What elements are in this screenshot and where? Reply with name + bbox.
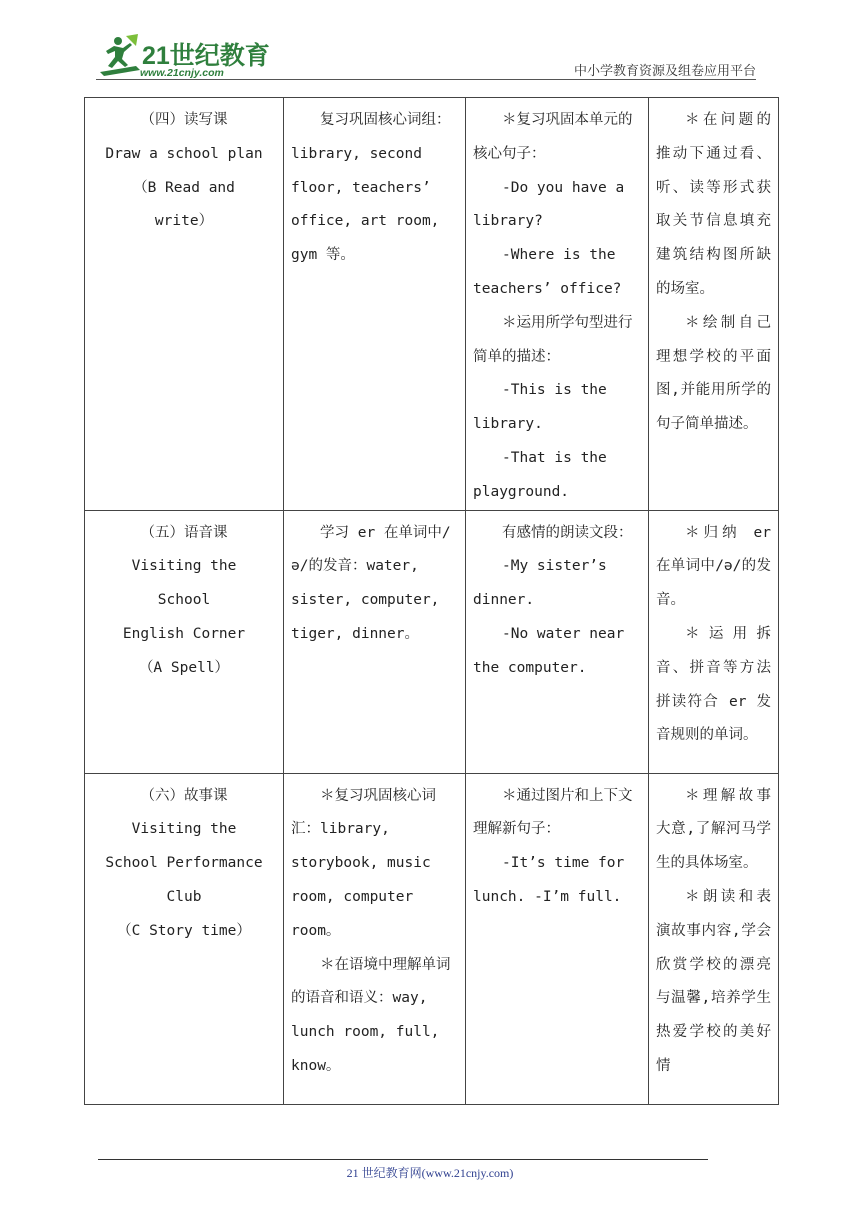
lesson-line: Draw a school plan — [105, 145, 263, 162]
lesson-line: Visiting the — [131, 821, 237, 838]
sentence-paragraph: -That is the playground. — [473, 449, 607, 500]
goal-cell — [649, 98, 779, 511]
page-header — [0, 0, 860, 90]
sentence-cell — [466, 98, 649, 511]
lesson-line: School Performance — [105, 855, 263, 872]
vocab-cell — [284, 510, 466, 773]
running-man-icon — [96, 32, 142, 76]
lesson-line: School — [157, 592, 211, 609]
logo-url: www.21cnjy.com — [140, 67, 224, 79]
goal-paragraph: ＊在问题的推动下通过看、听、读等形式获取关节信息填充建筑结构图所缺的场室。 — [656, 112, 771, 297]
sentence-paragraph: ＊通过图片和上下文理解新句子： — [473, 787, 633, 838]
lesson-line: write） — [154, 213, 214, 230]
vocab-paragraph: 复习巩固核心词组：library, second floor, teachers’ office, art room, gym 等。 — [291, 112, 451, 264]
sentence-paragraph: -My sister’s dinner. — [473, 558, 607, 609]
sentence-paragraph: -Where is the teachers’ office? — [473, 247, 622, 297]
lesson-line: English Corner — [122, 625, 246, 642]
lesson-cell — [85, 773, 284, 1104]
goal-cell — [649, 773, 779, 1104]
vocab-paragraph: ＊在语境中理解单词的语音和语义：way, lunch room, full, know。 — [291, 956, 451, 1074]
vocab-paragraph: ＊复习巩固核心词汇：library, storybook, music room, computer room。 — [291, 787, 436, 939]
lesson-line: （五）语音课 — [140, 524, 228, 541]
lesson-line: Visiting the — [131, 558, 237, 575]
lesson-cell — [85, 510, 284, 773]
lesson-plan-table — [84, 97, 779, 1105]
table-row — [85, 773, 779, 1104]
footer-link[interactable]: 21 世纪教育网(www.21cnjy.com) — [346, 1166, 514, 1180]
lesson-line: （六）故事课 — [140, 787, 228, 804]
site-logo[interactable] — [96, 32, 270, 82]
vocab-cell — [284, 773, 466, 1104]
sentence-paragraph: 有感情的朗读文段： — [502, 524, 633, 541]
vocab-cell — [284, 98, 466, 511]
lesson-line: Club — [166, 888, 202, 905]
lesson-line: （四）读写课 — [140, 112, 228, 128]
goal-paragraph: ＊朗读和表演故事内容,学会欣赏学校的漂亮与温馨,培养学生热爱学校的美好情 — [656, 888, 771, 1074]
goal-paragraph: ＊理解故事大意,了解河马学生的具体场室。 — [656, 787, 771, 872]
sentence-cell — [466, 510, 649, 773]
table-row — [85, 98, 779, 511]
sentence-paragraph: ＊复习巩固本单元的核心句子： — [473, 112, 633, 162]
table-row — [85, 510, 779, 773]
lesson-line: （B Read and — [133, 179, 235, 196]
vocab-paragraph: 学习 er 在单词中/ə/的发音：water, sister, computer, tiger, dinner。 — [291, 524, 451, 642]
goal-cell — [649, 510, 779, 773]
goal-paragraph: ＊运用拆音、拼音等方法拼读符合 er 发音规则的单词。 — [656, 625, 771, 744]
lesson-line: （C Story time） — [117, 922, 251, 939]
footer-divider — [98, 1159, 708, 1160]
sentence-paragraph: -No water near the computer. — [473, 625, 625, 676]
sentence-paragraph: -This is the library. — [473, 382, 607, 433]
goal-paragraph: ＊归纳 er 在单词中/ə/的发音。 — [656, 524, 771, 609]
sentence-paragraph: -It’s time for lunch. -I’m full. — [473, 855, 625, 905]
goal-paragraph: ＊绘制自己理想学校的平面图,并能用所学的句子简单描述。 — [656, 314, 771, 433]
platform-title: 中小学教育资源及组卷应用平台 — [573, 64, 756, 79]
lesson-cell — [85, 98, 284, 511]
sentence-cell — [466, 773, 649, 1104]
sentence-paragraph: -Do you have a library? — [473, 179, 625, 230]
header-divider — [96, 79, 756, 80]
lesson-line: （A Spell） — [138, 659, 230, 676]
sentence-paragraph: ＊运用所学句型进行简单的描述： — [473, 314, 633, 365]
logo-text: 21世纪教育 — [142, 42, 270, 70]
